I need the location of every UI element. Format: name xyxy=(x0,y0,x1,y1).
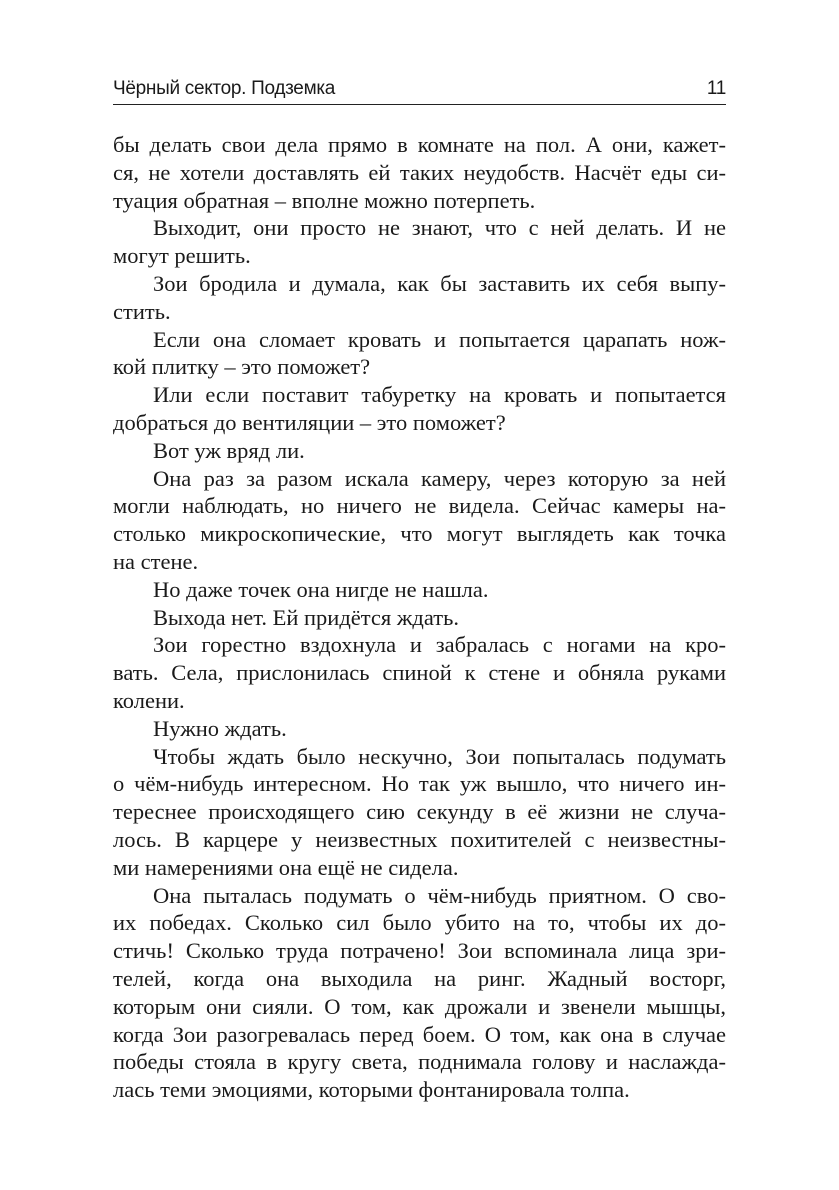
text-line: стить. xyxy=(113,298,171,324)
text-line: Выходит, они просто не знают, что с ней делать. И не xyxy=(153,215,726,241)
text-line: Если она сломает кровать и попытается царапать нож- xyxy=(153,326,726,352)
text-line: могут решить. xyxy=(113,243,251,269)
paragraph xyxy=(113,465,726,576)
text-line: Зои бродила и думала, как бы заставить их себя выпу- xyxy=(153,270,726,296)
text-line: о чём-нибудь интересном. Но так уж вышло, что ничего ин- xyxy=(113,771,726,797)
running-header xyxy=(113,76,726,105)
text-line: когда Зои разогревалась перед боем. О том, как она в случае xyxy=(113,1021,726,1047)
text-line: Она раз за разом искала камеру, через которую за ней xyxy=(153,465,726,491)
text-line: Зои горестно вздохнула и забралась с ногами на кро- xyxy=(153,632,726,658)
text-line: колени. xyxy=(113,687,185,713)
paragraph xyxy=(113,715,726,743)
paragraph xyxy=(113,576,726,604)
text-line: вать. Села, прислонилась спиной к стене и обняла руками xyxy=(113,660,726,686)
paragraph xyxy=(113,631,726,714)
text-line: Вот уж вряд ли. xyxy=(153,437,305,463)
text-line: Или если поставит табуретку на кровать и попытается xyxy=(153,382,726,408)
paragraph xyxy=(113,604,726,632)
text-line: тереснее происходящего сию секунду в её жизни не случа- xyxy=(113,799,726,825)
text-line: Чтобы ждать было нескучно, Зои попыталась подумать xyxy=(153,743,726,769)
text-line: Выхода нет. Ей придётся ждать. xyxy=(153,604,459,630)
text-line: телей, когда она выходила на ринг. Жадный восторг, xyxy=(113,965,726,991)
text-line: стичь! Сколько труда потрачено! Зои вспоминала лица зри- xyxy=(113,938,726,964)
paragraph xyxy=(113,131,726,214)
paragraph xyxy=(113,270,726,326)
text-line: лось. В карцере у неизвестных похитителей с неизвестны- xyxy=(113,826,726,852)
text-line: на стене. xyxy=(113,548,199,574)
text-line: добраться до вентиляции – это поможет? xyxy=(113,409,506,435)
text-line: столько микроскопические, что могут выглядеть как точка xyxy=(113,521,726,547)
text-line: бы делать свои дела прямо в комнате на пол. А они, кажет- xyxy=(113,132,726,157)
page-number: 11 xyxy=(706,78,726,99)
body-text xyxy=(113,131,726,1104)
text-line: Но даже точек она нигде не нашла. xyxy=(153,576,489,602)
text-line: Нужно ждать. xyxy=(153,715,287,741)
text-line: ся, не хотели доставлять ей таких неудобств. Насчёт еды си- xyxy=(113,159,726,185)
paragraph xyxy=(113,882,726,1104)
text-line: Она пыталась подумать о чём-нибудь приятном. О сво- xyxy=(153,882,726,908)
paragraph xyxy=(113,437,726,465)
text-line: победы стояла в кругу света, поднимала голову и наслажда- xyxy=(113,1049,726,1075)
running-title: Чёрный сектор. Подземка xyxy=(113,78,336,99)
text-line: ми намерениями она ещё не сидела. xyxy=(113,854,459,880)
paragraph xyxy=(113,743,726,882)
text-line: лась теми эмоциями, которыми фонтанировала толпа. xyxy=(113,1077,630,1103)
text-line: которым они сияли. О том, как дрожали и звенели мышцы, xyxy=(113,993,726,1019)
text-line: их победах. Сколько сил было убито на то, чтобы их до- xyxy=(113,910,726,936)
text-line: могли наблюдать, но ничего не видела. Сейчас камеры на- xyxy=(113,493,726,519)
text-line: кой плитку – это поможет? xyxy=(113,354,371,380)
text-line: туация обратная – вполне можно потерпеть. xyxy=(113,187,536,213)
paragraph xyxy=(113,381,726,437)
paragraph xyxy=(113,214,726,270)
paragraph xyxy=(113,326,726,382)
